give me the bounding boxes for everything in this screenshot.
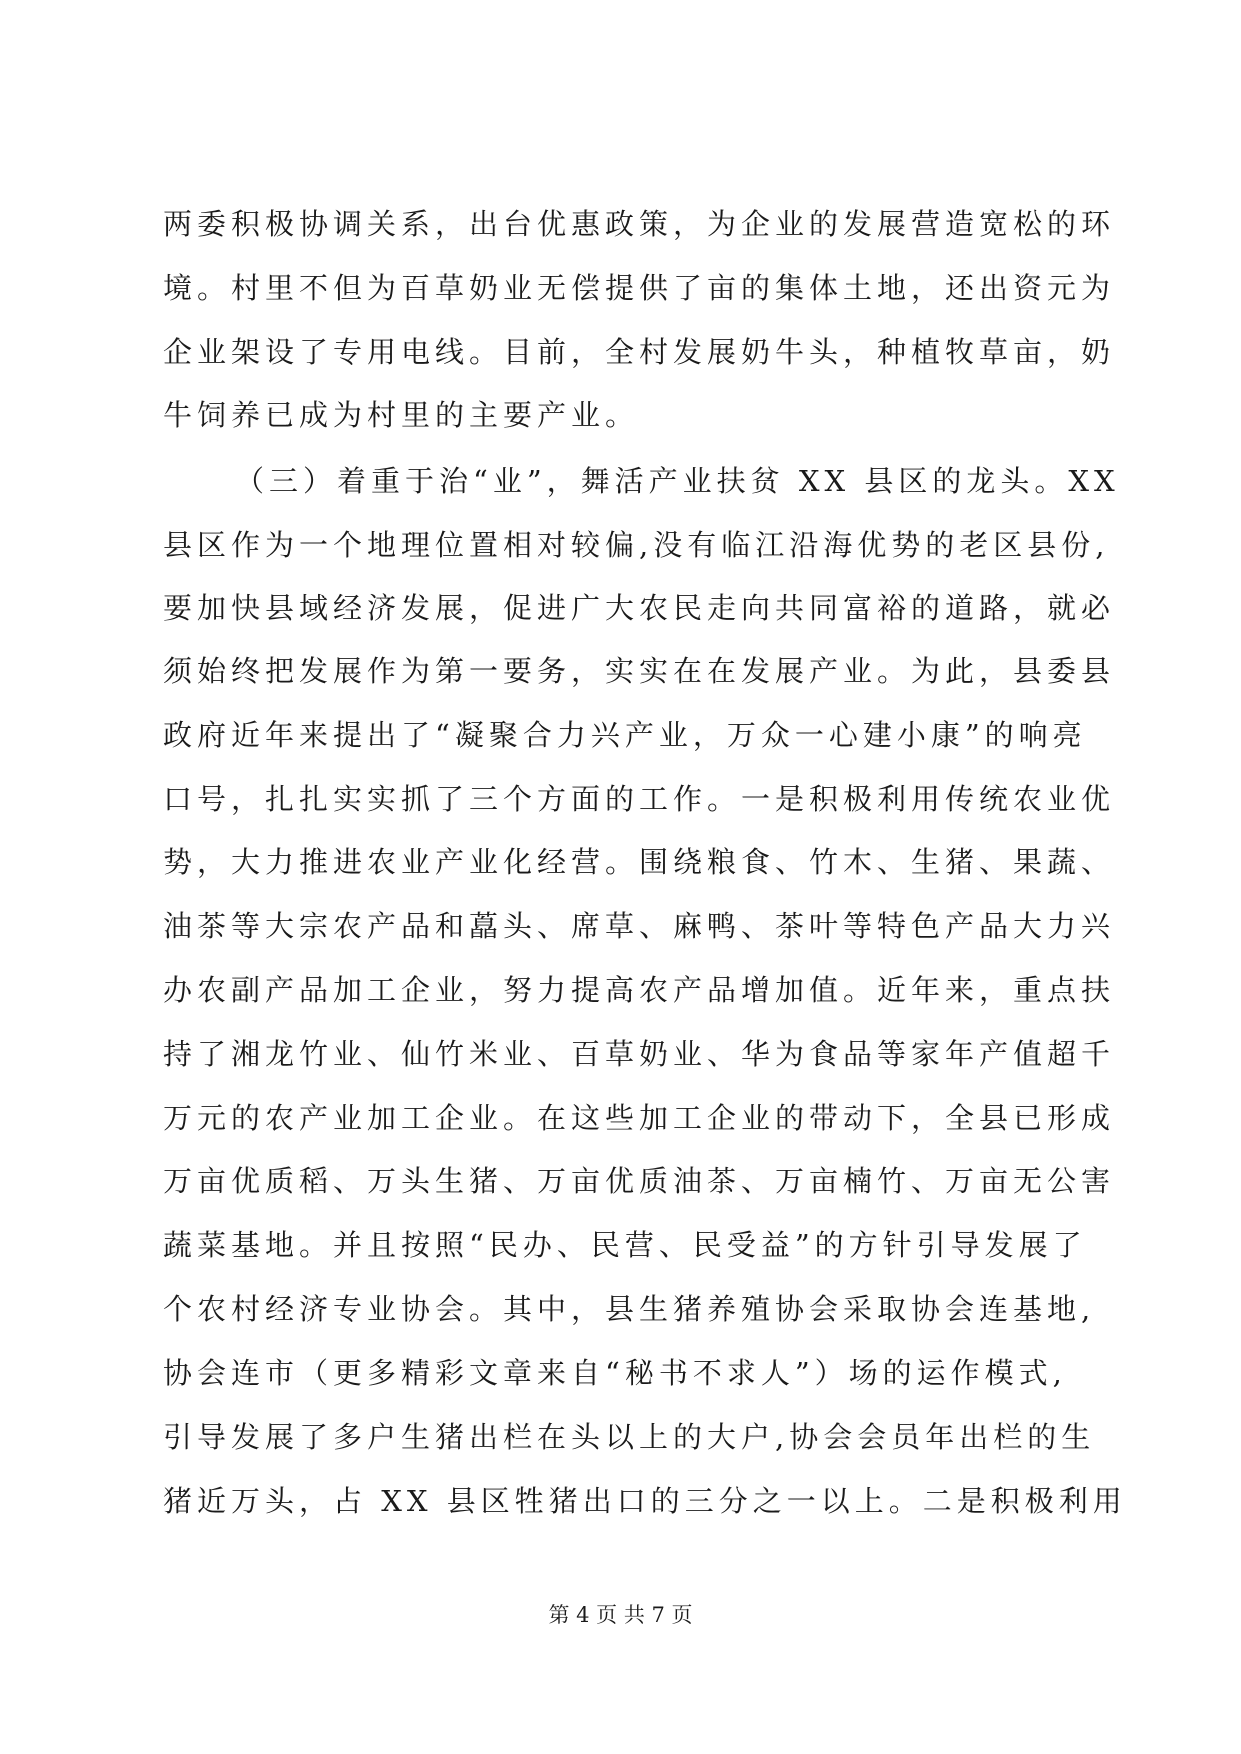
text-line: 猪近万头，占 XX 县区牲猪出口的三分之一以上。二是积极利用	[163, 1484, 1127, 1518]
text-line: 企业架设了专用电线。目前，全村发展奶牛头，种植牧草亩，奶	[163, 335, 1116, 369]
text-line: 县区作为一个地理位置相对较偏,没有临江沿海优势的老区县份,	[163, 528, 1110, 562]
text-line: 万元的农产业加工企业。在这些加工企业的带动下，全县已形成	[163, 1101, 1116, 1135]
text-line: 政府近年来提出了“凝聚合力兴产业，万众一心建小康”的响亮	[163, 718, 1087, 752]
page-number: 第 4 页 共 7 页	[548, 1603, 693, 1627]
text-line: 境。村里不但为百草奶业无偿提供了亩的集体土地，还出资元为	[163, 271, 1116, 305]
text-line: 两委积极协调关系，出台优惠政策，为企业的发展营造宽松的环	[163, 207, 1116, 241]
text-line: 要加快县域经济发展，促进广大农民走向共同富裕的道路，就必	[163, 591, 1116, 625]
text-line: 万亩优质稻、万头生猪、万亩优质油茶、万亩楠竹、万亩无公害	[163, 1164, 1116, 1198]
section-heading-line: （三）着重于治“业”，舞活产业扶贫 XX 县区的龙头。XX	[235, 464, 1120, 498]
text-line: 油茶等大宗农产品和藠头、席草、麻鸭、茶叶等特色产品大力兴	[163, 909, 1116, 943]
text-line: 引导发展了多户生猪出栏在头以上的大户,协会会员年出栏的生	[163, 1420, 1096, 1454]
text-line: 个农村经济专业协会。其中，县生猪养殖协会采取协会连基地,	[163, 1292, 1096, 1326]
text-line: 办农副产品加工企业，努力提高农产品增加值。近年来，重点扶	[163, 973, 1116, 1007]
text-line: 牛饲养已成为村里的主要产业。	[163, 398, 640, 432]
text-line: 持了湘龙竹业、仙竹米业、百草奶业、华为食品等家年产值超千	[163, 1037, 1116, 1071]
text-line: 口号，扎扎实实抓了三个方面的工作。一是积极利用传统农业优	[163, 782, 1116, 816]
text-line: 协会连市（更多精彩文章来自“秘书不求人”）场的运作模式,	[163, 1356, 1067, 1390]
text-line: 蔬菜基地。并且按照“民办、民营、民受益”的方针引导发展了	[163, 1228, 1087, 1262]
text-line: 须始终把发展作为第一要务，实实在在发展产业。为此，县委县	[163, 654, 1116, 688]
text-line: 势，大力推进农业产业化经营。围绕粮食、竹木、生猪、果蔬、	[163, 845, 1116, 879]
